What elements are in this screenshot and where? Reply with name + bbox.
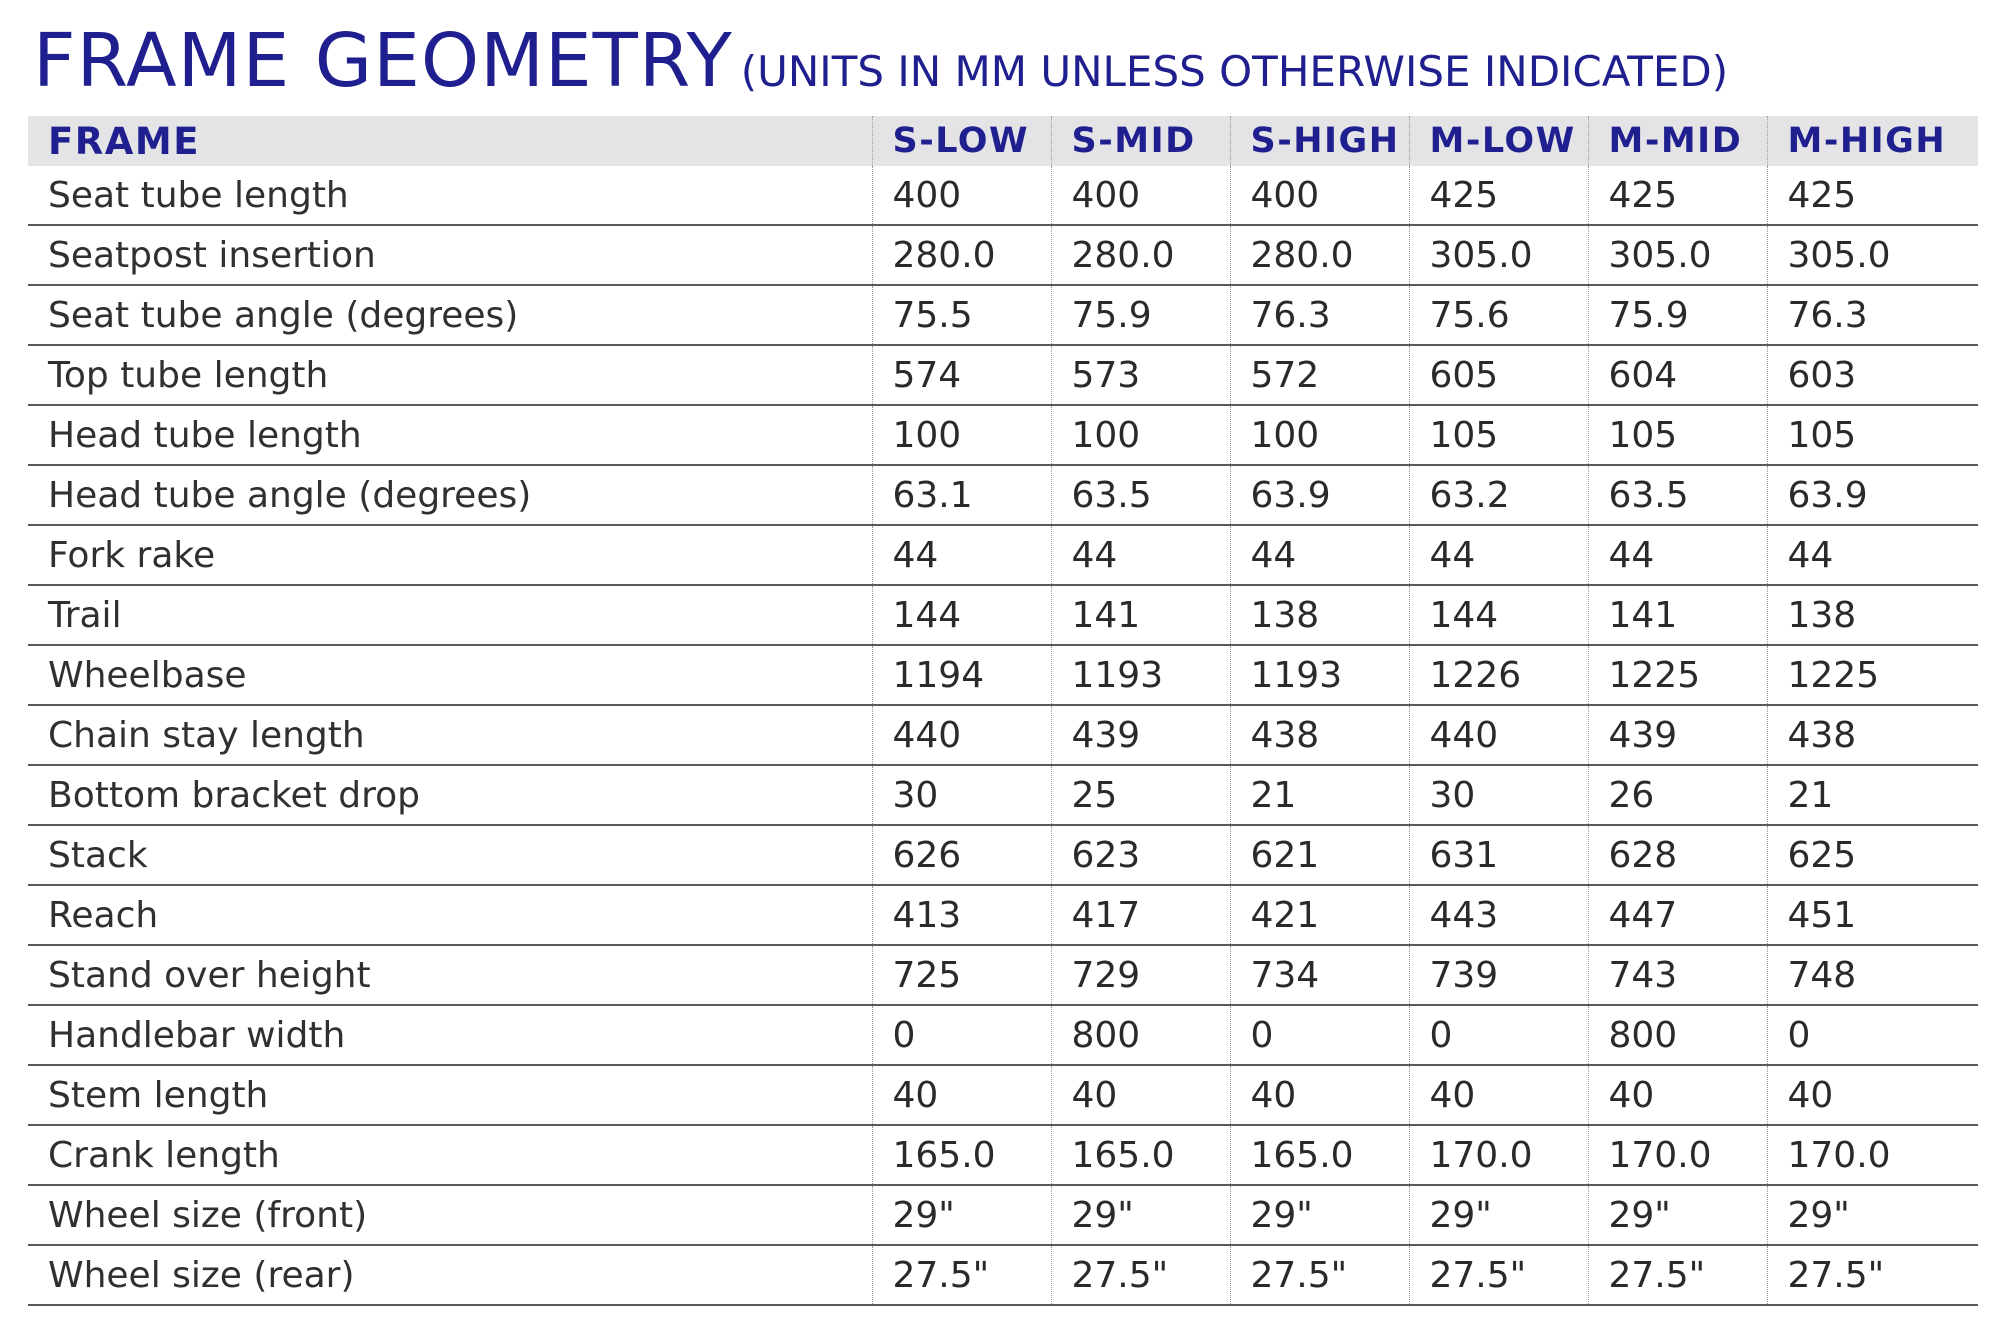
header-size-4: M-LOW — [1409, 116, 1588, 166]
cell-value: 30 — [1409, 765, 1588, 825]
cell-value: 628 — [1588, 825, 1767, 885]
cell-value: 44 — [1230, 525, 1409, 585]
row-label: Stem length — [28, 1065, 872, 1125]
table-row — [28, 825, 1978, 885]
page-title — [33, 18, 1728, 104]
cell-value: 413 — [872, 885, 1051, 945]
cell-value: 141 — [1588, 585, 1767, 645]
cell-value: 63.1 — [872, 465, 1051, 525]
table-row — [28, 345, 1978, 405]
cell-value: 400 — [1051, 166, 1230, 225]
cell-value: 425 — [1409, 166, 1588, 225]
cell-value: 621 — [1230, 825, 1409, 885]
cell-value: 0 — [1409, 1005, 1588, 1065]
cell-value: 170.0 — [1588, 1125, 1767, 1185]
cell-value: 625 — [1767, 825, 1978, 885]
cell-value: 280.0 — [872, 225, 1051, 285]
cell-value: 1225 — [1767, 645, 1978, 705]
header-size-2: S-MID — [1051, 116, 1230, 166]
row-label: Seatpost insertion — [28, 225, 872, 285]
table-row — [28, 285, 1978, 345]
cell-value: 1226 — [1409, 645, 1588, 705]
cell-value: 44 — [1409, 525, 1588, 585]
cell-value: 105 — [1588, 405, 1767, 465]
row-label: Wheelbase — [28, 645, 872, 705]
cell-value: 170.0 — [1767, 1125, 1978, 1185]
cell-value: 439 — [1051, 705, 1230, 765]
cell-value: 63.9 — [1230, 465, 1409, 525]
cell-value: 21 — [1767, 765, 1978, 825]
cell-value: 305.0 — [1588, 225, 1767, 285]
row-label: Head tube angle (degrees) — [28, 465, 872, 525]
title-subtitle: (UNITS IN MM UNLESS OTHERWISE INDICATED) — [740, 47, 1729, 96]
header-frame: FRAME — [48, 119, 200, 163]
cell-value: 725 — [872, 945, 1051, 1005]
cell-value: 29" — [1588, 1185, 1767, 1245]
cell-value: 447 — [1588, 885, 1767, 945]
table-row — [28, 405, 1978, 465]
cell-value: 27.5" — [1767, 1245, 1978, 1305]
cell-value: 29" — [872, 1185, 1051, 1245]
cell-value: 44 — [1588, 525, 1767, 585]
cell-value: 76.3 — [1230, 285, 1409, 345]
row-label: Reach — [28, 885, 872, 945]
row-label: Fork rake — [28, 525, 872, 585]
cell-value: 44 — [1051, 525, 1230, 585]
table-row — [28, 1065, 1978, 1125]
cell-value: 144 — [872, 585, 1051, 645]
cell-value: 29" — [1230, 1185, 1409, 1245]
cell-value: 21 — [1230, 765, 1409, 825]
cell-value: 63.2 — [1409, 465, 1588, 525]
cell-value: 748 — [1767, 945, 1978, 1005]
cell-value: 76.3 — [1767, 285, 1978, 345]
cell-value: 280.0 — [1051, 225, 1230, 285]
cell-value: 27.5" — [872, 1245, 1051, 1305]
cell-value: 100 — [1230, 405, 1409, 465]
cell-value: 100 — [872, 405, 1051, 465]
table-row — [28, 705, 1978, 765]
header-size-1: S-LOW — [872, 116, 1051, 166]
row-label: Stand over height — [28, 945, 872, 1005]
table-row — [28, 1005, 1978, 1065]
row-label: Seat tube angle (degrees) — [28, 285, 872, 345]
cell-value: 144 — [1409, 585, 1588, 645]
table-body — [28, 166, 1978, 1305]
header-size-6: M-HIGH — [1767, 116, 1978, 166]
cell-value: 438 — [1230, 705, 1409, 765]
row-label: Wheel size (rear) — [28, 1245, 872, 1305]
cell-value: 438 — [1767, 705, 1978, 765]
cell-value: 75.9 — [1588, 285, 1767, 345]
cell-value: 75.9 — [1051, 285, 1230, 345]
cell-value: 573 — [1051, 345, 1230, 405]
cell-value: 400 — [872, 166, 1051, 225]
table-row — [28, 765, 1978, 825]
table-row — [28, 585, 1978, 645]
cell-value: 141 — [1051, 585, 1230, 645]
cell-value: 40 — [1409, 1065, 1588, 1125]
cell-value: 100 — [1051, 405, 1230, 465]
cell-value: 1194 — [872, 645, 1051, 705]
header-row — [28, 116, 1978, 166]
row-label: Handlebar width — [28, 1005, 872, 1065]
cell-value: 165.0 — [1230, 1125, 1409, 1185]
cell-value: 729 — [1051, 945, 1230, 1005]
cell-value: 30 — [872, 765, 1051, 825]
cell-value: 604 — [1588, 345, 1767, 405]
cell-value: 29" — [1409, 1185, 1588, 1245]
table-row — [28, 1125, 1978, 1185]
cell-value: 29" — [1051, 1185, 1230, 1245]
row-label: Trail — [28, 585, 872, 645]
cell-value: 1193 — [1230, 645, 1409, 705]
cell-value: 165.0 — [1051, 1125, 1230, 1185]
cell-value: 439 — [1588, 705, 1767, 765]
row-label: Crank length — [28, 1125, 872, 1185]
cell-value: 626 — [872, 825, 1051, 885]
table-row — [28, 1245, 1978, 1305]
cell-value: 27.5" — [1409, 1245, 1588, 1305]
cell-value: 605 — [1409, 345, 1588, 405]
cell-value: 27.5" — [1230, 1245, 1409, 1305]
cell-value: 574 — [872, 345, 1051, 405]
row-label: Wheel size (front) — [28, 1185, 872, 1245]
cell-value: 27.5" — [1588, 1245, 1767, 1305]
cell-value: 425 — [1767, 166, 1978, 225]
cell-value: 743 — [1588, 945, 1767, 1005]
cell-value: 305.0 — [1409, 225, 1588, 285]
cell-value: 603 — [1767, 345, 1978, 405]
cell-value: 417 — [1051, 885, 1230, 945]
cell-value: 40 — [1051, 1065, 1230, 1125]
cell-value: 165.0 — [872, 1125, 1051, 1185]
cell-value: 734 — [1230, 945, 1409, 1005]
cell-value: 63.5 — [1051, 465, 1230, 525]
table-row — [28, 945, 1978, 1005]
cell-value: 170.0 — [1409, 1125, 1588, 1185]
table-row — [28, 465, 1978, 525]
cell-value: 40 — [872, 1065, 1051, 1125]
cell-value: 105 — [1767, 405, 1978, 465]
table-row — [28, 885, 1978, 945]
cell-value: 800 — [1588, 1005, 1767, 1065]
cell-value: 25 — [1051, 765, 1230, 825]
cell-value: 631 — [1409, 825, 1588, 885]
cell-value: 421 — [1230, 885, 1409, 945]
cell-value: 44 — [1767, 525, 1978, 585]
row-label: Chain stay length — [28, 705, 872, 765]
cell-value: 40 — [1230, 1065, 1409, 1125]
title-main: FRAME GEOMETRY — [33, 18, 733, 104]
cell-value: 138 — [1767, 585, 1978, 645]
row-label: Head tube length — [28, 405, 872, 465]
header-size-3: S-HIGH — [1230, 116, 1409, 166]
row-label: Top tube length — [28, 345, 872, 405]
table-row — [28, 166, 1978, 225]
cell-value: 451 — [1767, 885, 1978, 945]
row-label: Stack — [28, 825, 872, 885]
header-size-5: M-MID — [1588, 116, 1767, 166]
cell-value: 800 — [1051, 1005, 1230, 1065]
row-label: Bottom bracket drop — [28, 765, 872, 825]
cell-value: 105 — [1409, 405, 1588, 465]
cell-value: 1225 — [1588, 645, 1767, 705]
cell-value: 40 — [1767, 1065, 1978, 1125]
table-row — [28, 645, 1978, 705]
cell-value: 75.6 — [1409, 285, 1588, 345]
cell-value: 1193 — [1051, 645, 1230, 705]
table-row — [28, 525, 1978, 585]
cell-value: 63.5 — [1588, 465, 1767, 525]
cell-value: 40 — [1588, 1065, 1767, 1125]
cell-value: 0 — [1230, 1005, 1409, 1065]
table-row — [28, 225, 1978, 285]
cell-value: 623 — [1051, 825, 1230, 885]
cell-value: 572 — [1230, 345, 1409, 405]
cell-value: 440 — [1409, 705, 1588, 765]
table-row — [28, 1185, 1978, 1245]
cell-value: 280.0 — [1230, 225, 1409, 285]
cell-value: 0 — [1767, 1005, 1978, 1065]
cell-value: 739 — [1409, 945, 1588, 1005]
cell-value: 443 — [1409, 885, 1588, 945]
cell-value: 27.5" — [1051, 1245, 1230, 1305]
cell-value: 0 — [872, 1005, 1051, 1065]
geometry-table — [28, 116, 1978, 1306]
cell-value: 400 — [1230, 166, 1409, 225]
cell-value: 440 — [872, 705, 1051, 765]
table-header — [28, 116, 1978, 166]
cell-value: 29" — [1767, 1185, 1978, 1245]
cell-value: 75.5 — [872, 285, 1051, 345]
cell-value: 44 — [872, 525, 1051, 585]
cell-value: 305.0 — [1767, 225, 1978, 285]
cell-value: 138 — [1230, 585, 1409, 645]
row-label: Seat tube length — [28, 166, 872, 225]
cell-value: 63.9 — [1767, 465, 1978, 525]
cell-value: 425 — [1588, 166, 1767, 225]
cell-value: 26 — [1588, 765, 1767, 825]
